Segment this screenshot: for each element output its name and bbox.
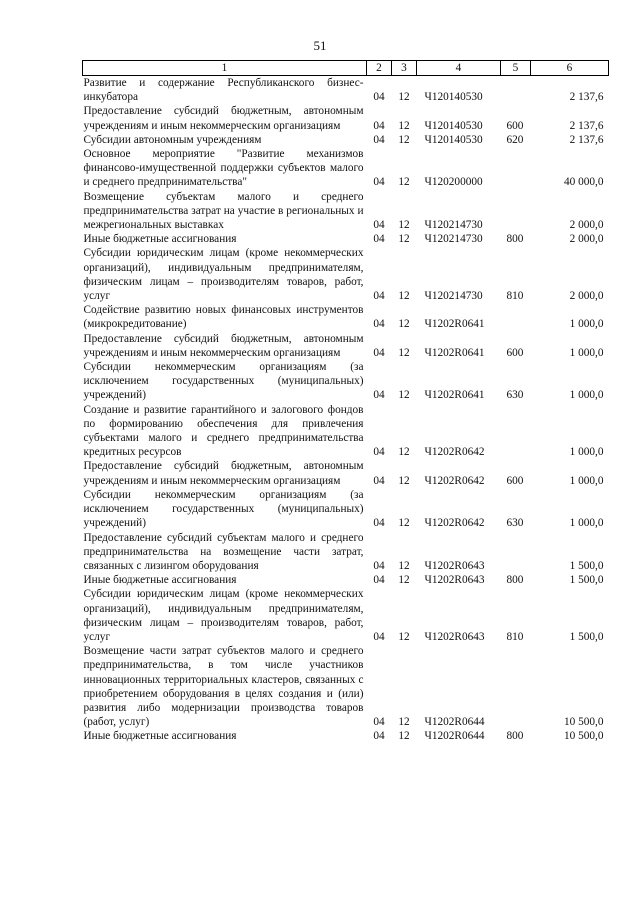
row-expense-type <box>501 403 531 460</box>
row-name: Иные бюджетные ассигнования <box>83 730 237 743</box>
row-target-article: Ч1202R0644 <box>424 730 485 743</box>
row-subsection: 12 <box>398 630 410 643</box>
row-target-article: Ч1202R0643 <box>424 630 485 643</box>
row-subsection: 12 <box>398 730 410 743</box>
row-target-article: Ч120214730 <box>424 290 483 303</box>
budget-table <box>82 60 609 744</box>
row-amount: 1 500,0 <box>569 574 604 587</box>
row-name: Основное мероприятие "Развитие механизмов финансово-имущественной поддержки субъектов малого и среднего предпринимательства" <box>83 148 364 189</box>
table-row <box>83 573 609 587</box>
row-section: 04 <box>373 290 385 303</box>
row-expense-type: 800 <box>506 574 524 587</box>
row-subsection: 12 <box>398 219 410 232</box>
row-amount: 1 500,0 <box>569 630 604 643</box>
row-target-article: Ч1202R0641 <box>424 346 485 359</box>
row-name: Субсидии некоммерческим организациям (за исключением государственных (муниципальных) учреждений) <box>83 488 364 530</box>
row-subsection: 12 <box>398 91 410 104</box>
row-name: Субсидии некоммерческим организациям (за исключением государственных (муниципальных) учреждений) <box>83 361 364 402</box>
row-target-article: Ч120140530 <box>424 91 483 104</box>
row-subsection: 12 <box>398 176 410 189</box>
table-row <box>83 76 609 105</box>
row-subsection: 12 <box>398 716 410 729</box>
row-subsection: 12 <box>398 233 410 246</box>
row-subsection: 12 <box>398 290 410 303</box>
header-col-3: 3 <box>392 61 417 76</box>
row-section: 04 <box>373 91 385 104</box>
row-section: 04 <box>373 219 385 232</box>
table-row <box>83 488 609 531</box>
row-expense-type <box>501 76 531 105</box>
row-section: 04 <box>373 176 385 189</box>
row-amount: 10 500,0 <box>563 730 604 743</box>
row-name: Предоставление субсидий бюджетным, автономным учреждениям и иным некоммерческим организациям <box>83 105 364 132</box>
row-name: Развитие и содержание Республиканского бизнес-инкубатора <box>83 77 364 104</box>
row-subsection: 12 <box>398 318 410 331</box>
row-section: 04 <box>373 716 385 729</box>
row-name: Субсидии автономным учреждениям <box>83 133 262 146</box>
row-target-article: Ч1202R0642 <box>424 517 485 530</box>
row-subsection: 12 <box>398 574 410 587</box>
row-target-article: Ч1202R0643 <box>424 559 485 572</box>
row-section: 04 <box>373 389 385 402</box>
row-subsection: 12 <box>398 559 410 572</box>
row-name: Предоставление субсидий субъектам малого и среднего предпринимательства на возмещение части затрат, связанных с лизингом оборудования <box>83 531 364 572</box>
row-target-article: Ч1202R0643 <box>424 574 485 587</box>
row-expense-type: 630 <box>506 517 524 530</box>
row-name: Иные бюджетные ассигнования <box>83 233 237 246</box>
row-section: 04 <box>373 574 385 587</box>
row-amount: 2 000,0 <box>569 233 604 246</box>
table-row <box>83 147 609 190</box>
table-row <box>83 232 609 246</box>
table-body <box>83 76 609 744</box>
row-target-article: Ч120200000 <box>424 176 483 189</box>
row-target-article: Ч1202R0642 <box>424 446 485 459</box>
row-amount: 1 000,0 <box>569 474 604 487</box>
row-section: 04 <box>373 730 385 743</box>
row-expense-type: 800 <box>506 233 524 246</box>
row-target-article: Ч120140530 <box>424 133 483 146</box>
header-col-4: 4 <box>417 61 501 76</box>
row-amount: 2 137,6 <box>569 91 604 104</box>
row-section: 04 <box>373 119 385 132</box>
row-amount: 2 000,0 <box>569 219 604 232</box>
row-name: Субсидии юридическим лицам (кроме некоммерческих организаций), индивидуальным предпринимателям, физическим лицам – производителям товаров, работ, услуг <box>83 588 364 643</box>
row-amount: 1 000,0 <box>569 346 604 359</box>
table-row <box>83 644 609 729</box>
row-target-article: Ч1202R0641 <box>424 389 485 402</box>
row-section: 04 <box>373 517 385 530</box>
row-name: Предоставление субсидий бюджетным, автономным учреждениям и иным некоммерческим организациям <box>83 460 364 487</box>
row-expense-type: 600 <box>506 346 524 359</box>
row-expense-type <box>501 147 531 190</box>
row-section: 04 <box>373 346 385 359</box>
row-subsection: 12 <box>398 346 410 359</box>
table-row <box>83 303 609 331</box>
row-amount: 1 000,0 <box>569 389 604 402</box>
table-row <box>83 729 609 743</box>
row-target-article: Ч120140530 <box>424 119 483 132</box>
row-amount: 40 000,0 <box>563 176 604 189</box>
row-subsection: 12 <box>398 474 410 487</box>
row-name: Предоставление субсидий бюджетным, автономным учреждениям и иным некоммерческим организациям <box>83 332 364 359</box>
row-expense-type <box>501 303 531 331</box>
row-target-article: Ч120214730 <box>424 233 483 246</box>
row-section: 04 <box>373 630 385 643</box>
row-amount: 2 137,6 <box>569 119 604 132</box>
table-header-row <box>83 61 609 76</box>
row-section: 04 <box>373 559 385 572</box>
row-subsection: 12 <box>398 446 410 459</box>
header-col-5: 5 <box>501 61 531 76</box>
row-target-article: Ч120214730 <box>424 219 483 232</box>
row-target-article: Ч1202R0641 <box>424 318 485 331</box>
row-name: Субсидии юридическим лицам (кроме некоммерческих организаций), индивидуальным предпринимателям, физическим лицам – производителям товаров, работ, услуг <box>83 247 364 303</box>
table-row <box>83 246 609 303</box>
row-expense-type: 600 <box>506 474 524 487</box>
row-name: Создание и развитие гарантийного и залогового фондов по формированию обеспечения для привлечения субъектами малого и среднего предпринимательства кредитных ресурсов <box>83 403 364 459</box>
row-expense-type <box>501 190 531 233</box>
row-expense-type: 630 <box>506 389 524 402</box>
row-expense-type: 620 <box>506 133 524 146</box>
row-amount: 1 000,0 <box>569 517 604 530</box>
table-row <box>83 360 609 403</box>
row-subsection: 12 <box>398 133 410 146</box>
row-name: Возмещение части затрат субъектов малого и среднего предпринимательства, в том числе участников инновационных территориальных кластеров, связанных с приобретением оборудования в целях создания и (или) развития либо модернизации производства товаров (работ, услуг) <box>83 645 364 729</box>
table-row <box>83 104 609 132</box>
row-expense-type: 600 <box>506 119 524 132</box>
row-target-article: Ч1202R0642 <box>424 474 485 487</box>
row-amount: 1 000,0 <box>569 318 604 331</box>
row-amount: 1 000,0 <box>569 446 604 459</box>
page-number: 51 <box>313 38 327 53</box>
row-subsection: 12 <box>398 119 410 132</box>
row-expense-type: 810 <box>506 290 524 303</box>
row-name: Возмещение субъектам малого и среднего предпринимательства затрат на участие в региональных и межрегиональных выставках <box>83 190 364 232</box>
row-expense-type: 800 <box>506 730 524 743</box>
header-col-1: 1 <box>83 61 367 76</box>
row-target-article: Ч1202R0644 <box>424 716 485 729</box>
header-col-6: 6 <box>531 61 609 76</box>
table-row <box>83 190 609 233</box>
row-expense-type: 810 <box>506 630 524 643</box>
row-amount: 10 500,0 <box>563 716 604 729</box>
row-section: 04 <box>373 474 385 487</box>
table-row <box>83 403 609 460</box>
row-section: 04 <box>373 318 385 331</box>
table-row <box>83 332 609 360</box>
header-col-2: 2 <box>367 61 392 76</box>
row-amount: 2 000,0 <box>569 290 604 303</box>
row-expense-type <box>501 531 531 574</box>
row-subsection: 12 <box>398 517 410 530</box>
table-row <box>83 531 609 574</box>
row-amount: 1 500,0 <box>569 559 604 572</box>
row-section: 04 <box>373 233 385 246</box>
row-subsection: 12 <box>398 389 410 402</box>
row-section: 04 <box>373 446 385 459</box>
row-name: Иные бюджетные ассигнования <box>83 574 237 587</box>
table-row <box>83 587 609 644</box>
row-expense-type <box>501 644 531 729</box>
table-row <box>83 459 609 487</box>
row-amount: 2 137,6 <box>569 133 604 146</box>
row-name: Содействие развитию новых финансовых инструментов (микрокредитование) <box>83 304 364 331</box>
table-row <box>83 133 609 147</box>
row-section: 04 <box>373 133 385 146</box>
